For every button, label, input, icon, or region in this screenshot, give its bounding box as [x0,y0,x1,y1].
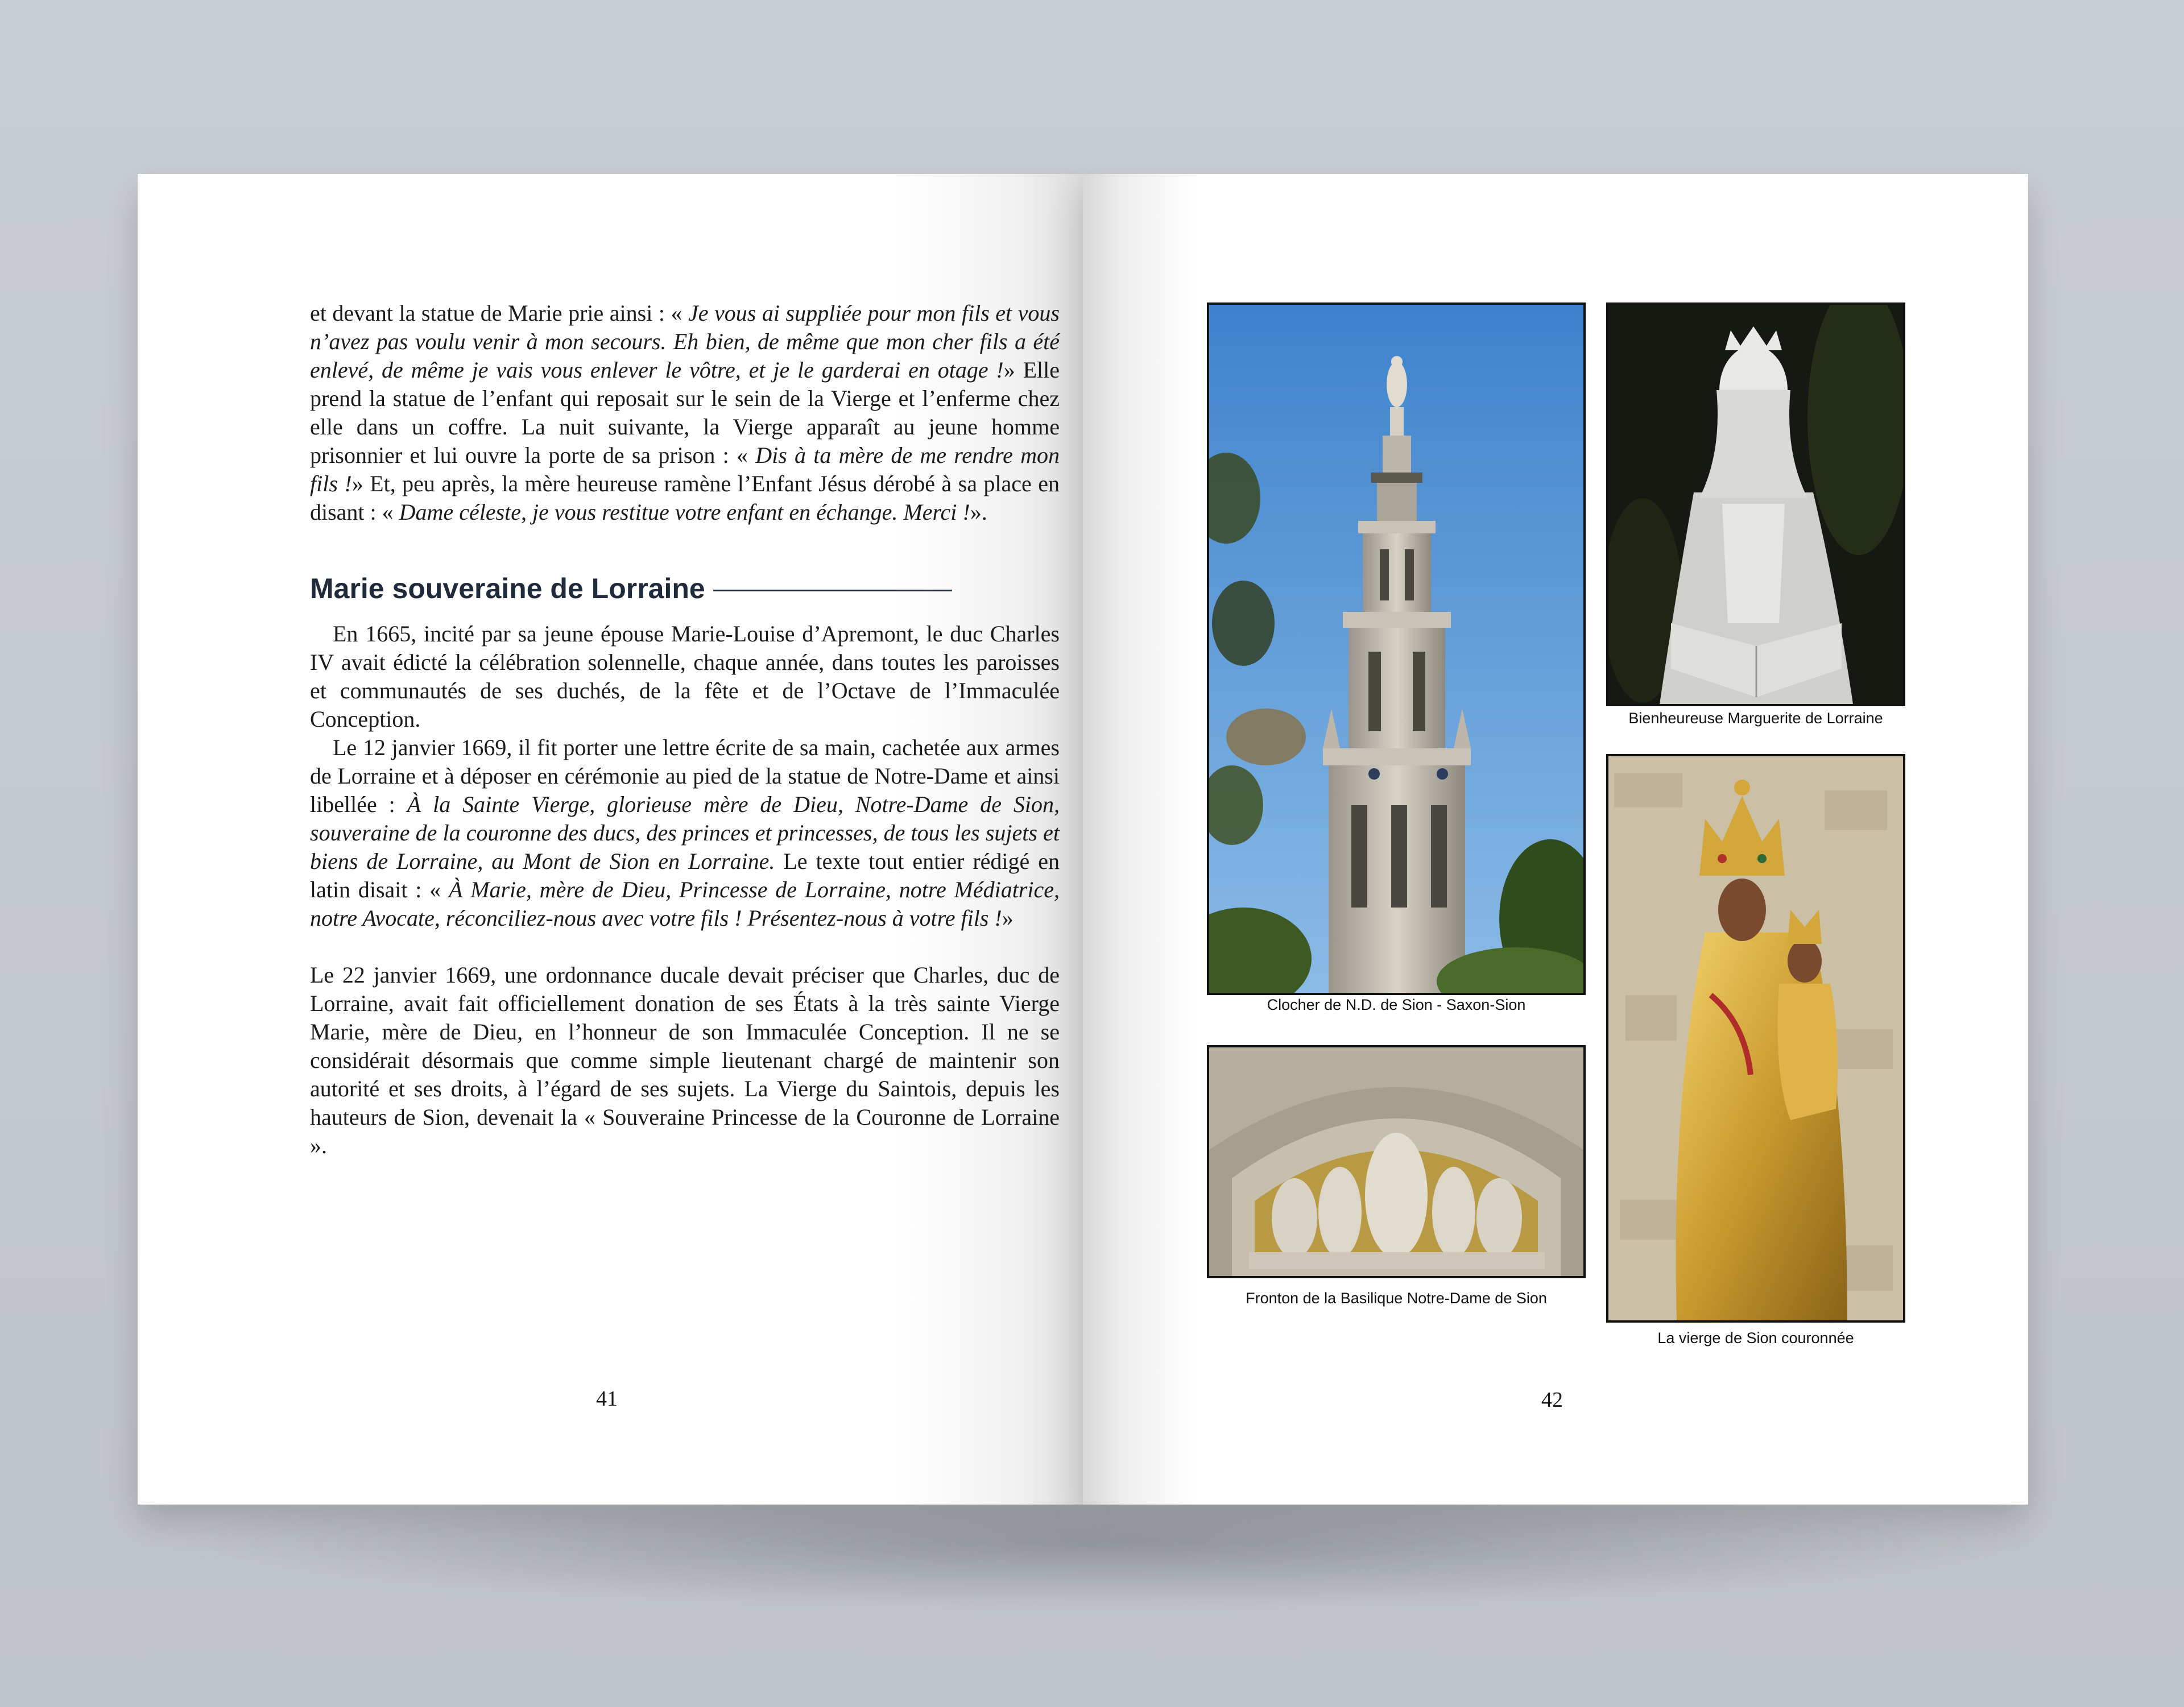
section-heading-text: Marie souveraine de Lorraine [310,573,705,604]
text-run: » [1002,905,1014,931]
left-page [138,174,1083,1505]
heading-rule [713,590,952,591]
paragraph-3 [310,734,1060,933]
text-run-italic: Je vous ai suppliée pour mon fils et vous n’avez pas voulu venir à mon secours. Eh bien, de même que mon cher fils a été enlevé, de même je vais vous enlever le vôtre, et je le garderai en otage ! [310,300,1060,383]
text-run: » Elle prend la statue de l’enfant qui reposait sur le sein de la Vierge et l’enferme chez elle dans un coffre. La nuit suivante, la Vierge apparaît au jeune homme prisonnier et lui ouvre la porte de sa prison : « [310,357,1060,468]
caption-golden-virgin: La vierge de Sion couronnée [1657,1329,1854,1346]
bell-tower-illustration [1209,305,1583,993]
text-run: et devant la statue de Marie prie ainsi : « [310,300,689,326]
text-run-italic: Dis à ta mère de me rendre mon fils ! [310,442,1060,496]
white-statue-photo [1606,303,1905,706]
caption-white-statue: Bienheureuse Marguerite de Lorraine [1628,710,1883,727]
paragraph-2: En 1665, incité par sa jeune épouse Marie-Louise d’Apremont, le duc Charles IV avait édicté la célébration solennelle, chaque année, dans toutes les paroisses et communautés de ses duchés, de la fête et de l’Octave de l’Immaculée Conception. [310,621,1060,732]
page-number-right: 42 [1541,1388,1563,1412]
paragraph-4: Le 22 janvier 1669, une ordonnance ducale devait préciser que Charles, duc de Lorraine, avait fait officiellement donation de ses États à la très sainte Vierge Marie, mère de Dieu, en l’honneur de son Immaculée Conception. Il ne se considérait désormais que comme simple lieutenant chargé de maintenir son autorité et ses droits, à l’égard de ses sujets. La Vierge du Saintois, depuis les hauteurs de Sion, devenait la « Souveraine Princesse de la Couronne de Lorraine ». [310,962,1060,1158]
text-run: ». [970,499,987,525]
bell-tower-photo [1207,303,1586,995]
caption-tympanum: Fronton de la Basilique Notre-Dame de Sion [1246,1290,1547,1307]
paragraph-1 [310,299,1060,527]
right-page [1083,174,2028,1505]
section-heading [310,574,1060,603]
text-run: » Et, peu après, la mère heureuse ramène l’Enfant Jésus dérobé à sa place en disant : « [310,471,1060,525]
text-run-italic: À Marie, mère de Dieu, Princesse de Lorraine, notre Médiatrice, notre Avocate, réconciliez-nous avec votre fils ! Présentez-nous à votre fils ! [310,877,1060,931]
tympanum-illustration [1209,1047,1583,1276]
text-run-italic: Dame céleste, je vous restitue votre enfant en échange. Merci ! [399,499,970,525]
text-run: Le texte tout entier rédigé en latin disait : « [310,848,1060,902]
caption-bell-tower: Clocher de N.D. de Sion - Saxon-Sion [1267,996,1526,1013]
text-run: Le 12 janvier 1669, il fit porter une lettre écrite de sa main, cachetée aux armes de Lorraine et à déposer en cérémonie au pied de la statue de Notre-Dame et ainsi libellée : [310,735,1060,817]
tympanum-photo [1207,1045,1586,1278]
white-statue-illustration [1608,305,1903,704]
golden-virgin-photo [1606,754,1905,1323]
golden-virgin-illustration [1608,756,1903,1320]
page-number-left: 41 [596,1387,618,1411]
text-run-italic: À la Sainte Vierge, glorieuse mère de Dieu, Notre-Dame de Sion, souveraine de la couronne des ducs, des princes et princesses, de tous les sujets et biens de Lorraine, au Mont de Sion en Lorraine. [310,792,1060,874]
left-text-column [310,299,1060,1160]
